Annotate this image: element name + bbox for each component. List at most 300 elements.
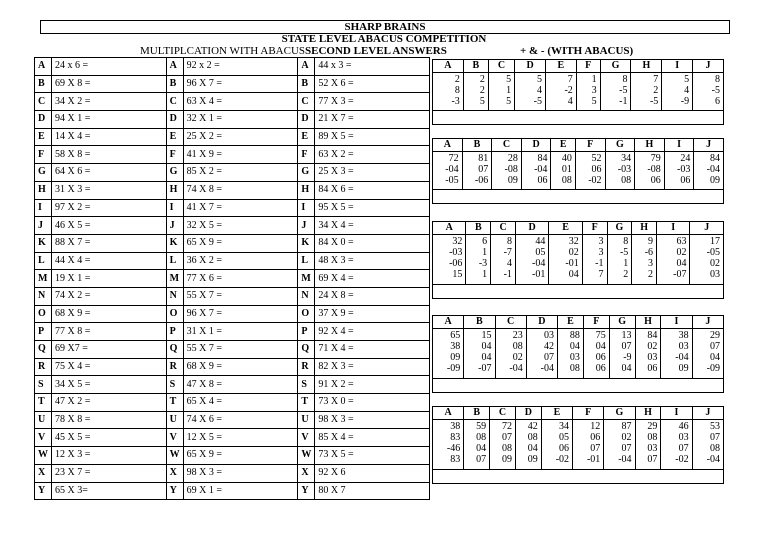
table-row [35, 146, 430, 164]
question-letter: L [166, 252, 183, 270]
answer-value: 1 [506, 85, 512, 96]
answer-value: -2 [564, 85, 573, 96]
answer-column [515, 235, 548, 285]
answer-value: -04 [618, 454, 632, 465]
answer-value: -05 [706, 247, 720, 258]
table-row [35, 464, 430, 482]
answer-value: 40 [561, 153, 572, 164]
question-letter: P [166, 323, 183, 341]
answer-value: 65 [450, 330, 461, 341]
answer-value: -03 [449, 247, 463, 258]
answer-value: 34 [559, 421, 570, 432]
answer-value: 5 [684, 74, 690, 85]
answer-value: 79 [650, 153, 661, 164]
question-cell: 24 X 8 = [315, 287, 430, 305]
question-letter: H [35, 181, 52, 199]
answer-column [541, 420, 572, 470]
question-letter: M [298, 270, 315, 288]
answer-value: 06 [650, 175, 661, 186]
answer-value: -08 [647, 164, 661, 175]
question-letter: N [298, 287, 315, 305]
page-title: SHARP BRAINS [40, 20, 730, 34]
answer-value: 01 [561, 164, 572, 175]
question-letter: P [298, 323, 315, 341]
answer-value: 15 [452, 269, 463, 280]
answer-column [635, 329, 661, 379]
answer-value: -9 [680, 96, 690, 107]
table-row [35, 305, 430, 323]
answer-value: 09 [527, 454, 538, 465]
question-letter: K [35, 234, 52, 252]
column-header: I [661, 316, 692, 329]
question-cell: 96 X 7 = [183, 75, 298, 93]
table-row [35, 93, 430, 111]
answer-value: 06 [559, 443, 570, 454]
question-letter: Y [35, 482, 52, 500]
answer-blank-row [433, 285, 724, 299]
question-cell: 63 X 4 = [183, 93, 298, 111]
question-cell: 98 X 3 = [183, 464, 298, 482]
question-cell: 31 X 3 = [52, 181, 167, 199]
answer-column [692, 420, 723, 470]
answer-value: 4 [567, 96, 573, 107]
answer-value: -02 [588, 175, 602, 186]
question-letter: C [35, 93, 52, 111]
question-letter: I [35, 199, 52, 217]
answer-value: 1 [591, 74, 597, 85]
answer-value: 2 [479, 74, 485, 85]
answer-value: 32 [452, 236, 463, 247]
column-header: G [609, 316, 635, 329]
column-header: B [464, 316, 495, 329]
question-cell: 48 X 3 = [315, 252, 430, 270]
question-cell: 77 X 6 = [183, 270, 298, 288]
answer-column [433, 235, 466, 285]
question-letter: Y [298, 482, 315, 500]
answer-column [661, 420, 692, 470]
answer-column [573, 420, 604, 470]
answer-value: -1 [503, 269, 512, 280]
question-cell: 91 X 2 = [315, 376, 430, 394]
column-header: B [464, 407, 490, 420]
question-cell: 34 X 2 = [52, 93, 167, 111]
question-letter: D [166, 111, 183, 129]
question-letter: S [298, 376, 315, 394]
answer-column [490, 420, 516, 470]
table-row [35, 58, 430, 76]
question-letter: G [166, 164, 183, 182]
answer-value: 8 [454, 85, 460, 96]
table-row [35, 128, 430, 146]
question-cell: 92 x 2 = [183, 58, 298, 76]
question-letter: L [35, 252, 52, 270]
answer-value: 5 [536, 74, 542, 85]
column-header: H [635, 316, 661, 329]
answer-value: 07 [678, 443, 689, 454]
answer-column [433, 329, 464, 379]
question-cell: 46 X 5 = [52, 217, 167, 235]
answer-value: -5 [619, 247, 629, 258]
answer-column [661, 329, 692, 379]
answer-value: -04 [445, 164, 459, 175]
table-row [35, 376, 430, 394]
answer-value: 06 [595, 363, 606, 374]
question-cell: 92 X 4 = [315, 323, 430, 341]
answer-column [551, 152, 575, 190]
answer-value: 59 [476, 421, 487, 432]
answer-value: 07 [621, 443, 632, 454]
table-row [35, 164, 430, 182]
column-header: B [463, 60, 488, 73]
answer-value: 08 [527, 432, 538, 443]
question-letter: Y [166, 482, 183, 500]
answer-value: 08 [569, 363, 580, 374]
question-letter: E [35, 128, 52, 146]
column-header: J [693, 60, 724, 73]
answer-value: 08 [710, 443, 720, 454]
answer-column [515, 73, 546, 111]
answer-value: -7 [503, 247, 512, 258]
question-letter: Q [298, 341, 315, 359]
answer-value: 87 [621, 421, 632, 432]
column-header: G [604, 407, 635, 420]
answer-value: 03 [710, 269, 720, 280]
column-header: J [694, 139, 724, 152]
answer-value: 9 [648, 236, 654, 247]
answer-value: 88 [569, 330, 580, 341]
question-letter: C [166, 93, 183, 111]
question-letter: A [35, 58, 52, 76]
answer-value: 1 [623, 258, 629, 269]
answer-value: 75 [595, 330, 606, 341]
answer-value: 3 [598, 236, 604, 247]
answer-value: -02 [555, 454, 570, 465]
answer-value: -9 [623, 352, 632, 363]
answer-value: 07 [710, 341, 720, 352]
answer-value: 04 [569, 341, 580, 352]
question-letter: U [35, 411, 52, 429]
question-letter: K [298, 234, 315, 252]
column-header: G [607, 222, 632, 235]
question-letter: G [35, 164, 52, 182]
answer-value: 02 [647, 341, 658, 352]
question-letter: O [298, 305, 315, 323]
table-row [35, 217, 430, 235]
answer-blank-row [433, 379, 724, 393]
answer-value: -01 [586, 454, 601, 465]
column-header: A [433, 316, 464, 329]
column-header: G [605, 139, 635, 152]
table-row [35, 447, 430, 465]
answer-value: 8 [506, 236, 512, 247]
answer-column [662, 73, 693, 111]
column-header: A [433, 139, 463, 152]
answer-value: 06 [537, 175, 548, 186]
question-letter: T [35, 394, 52, 412]
answer-value: 8 [622, 74, 628, 85]
question-letter: V [166, 429, 183, 447]
column-header: H [635, 139, 665, 152]
question-cell: 96 X 7 = [183, 305, 298, 323]
answer-value: -04 [706, 164, 720, 175]
answer-column [515, 420, 541, 470]
column-header: E [549, 222, 582, 235]
answer-column [693, 73, 724, 111]
answer-value: 07 [621, 341, 632, 352]
table-row [35, 482, 430, 500]
answer-value: 83 [450, 432, 461, 443]
answer-value: 28 [507, 153, 518, 164]
answer-value: 29 [710, 330, 720, 341]
multiplication-heading: MULTIPLCATION WITH ABACUS [140, 45, 306, 57]
table-row [35, 234, 430, 252]
answer-value: 05 [559, 432, 570, 443]
answer-value: -46 [446, 443, 461, 454]
answer-value: 04 [476, 443, 487, 454]
answer-value: 8 [623, 236, 629, 247]
question-letter: F [166, 146, 183, 164]
question-cell: 74 X 2 = [52, 287, 167, 305]
answer-value: -04 [509, 363, 523, 374]
answer-value: 04 [595, 341, 606, 352]
answer-column [583, 329, 609, 379]
question-cell: 47 X 2 = [52, 394, 167, 412]
answer-column [635, 420, 661, 470]
answer-column [631, 73, 662, 111]
question-letter: R [166, 358, 183, 376]
answer-value: 02 [512, 352, 523, 363]
answer-value: 09 [710, 175, 720, 186]
column-header: A [433, 222, 466, 235]
answer-column [692, 329, 723, 379]
question-cell: 65 X 3= [52, 482, 167, 500]
question-letter: S [166, 376, 183, 394]
answer-value: 03 [647, 443, 658, 454]
answer-value: -01 [532, 269, 546, 280]
question-letter: N [35, 287, 52, 305]
answer-value: -04 [706, 454, 720, 465]
answer-column [609, 329, 635, 379]
question-letter: I [166, 199, 183, 217]
question-cell: 68 X 9 = [52, 305, 167, 323]
answer-value: 29 [647, 421, 658, 432]
answer-value: 38 [450, 341, 461, 352]
answer-value: 08 [476, 432, 487, 443]
question-cell: 69 X 4 = [315, 270, 430, 288]
answer-value: 84 [537, 153, 548, 164]
answer-column [495, 329, 526, 379]
question-cell: 44 x 3 = [315, 58, 430, 76]
question-cell: 69 X7 = [52, 341, 167, 359]
answer-value: 02 [676, 247, 687, 258]
answer-value: 04 [710, 352, 720, 363]
question-cell: 97 X 2 = [52, 199, 167, 217]
answer-value: 2 [479, 85, 485, 96]
column-header: B [466, 222, 491, 235]
answer-value: 53 [710, 421, 720, 432]
answer-value: -05 [445, 175, 459, 186]
answer-column [545, 73, 576, 111]
column-header: F [582, 222, 607, 235]
answer-column [605, 152, 635, 190]
answer-value: 1 [482, 247, 488, 258]
answer-value: 02 [710, 258, 720, 269]
answer-value: 08 [512, 341, 523, 352]
column-header: J [692, 407, 723, 420]
answer-value: 2 [623, 269, 629, 280]
column-header: C [488, 60, 514, 73]
column-header: C [491, 222, 516, 235]
answer-value: 07 [544, 352, 554, 363]
column-header: E [551, 139, 575, 152]
question-cell: 31 X 1 = [183, 323, 298, 341]
answer-value: 7 [598, 269, 604, 280]
answer-column [462, 152, 492, 190]
answer-value: 06 [590, 432, 601, 443]
answer-block [432, 315, 724, 393]
question-letter: Q [35, 341, 52, 359]
answer-column [463, 73, 488, 111]
question-letter: X [298, 464, 315, 482]
question-letter: L [298, 252, 315, 270]
answer-column [635, 152, 665, 190]
answer-value: 07 [710, 432, 720, 443]
answer-value: 24 [680, 153, 691, 164]
question-cell: 69 X 8 = [52, 75, 167, 93]
table-row [35, 252, 430, 270]
question-cell: 41 X 9 = [183, 146, 298, 164]
question-cell: 32 X 5 = [183, 217, 298, 235]
question-letter: D [298, 111, 315, 129]
answer-value: -08 [504, 164, 518, 175]
answer-value: -1 [619, 96, 628, 107]
section-heading [140, 45, 447, 57]
answer-value: 4 [506, 258, 512, 269]
answer-value: -5 [711, 85, 720, 96]
question-letter: X [166, 464, 183, 482]
table-row [35, 75, 430, 93]
answer-value: 07 [476, 454, 487, 465]
question-cell: 32 X 1 = [183, 111, 298, 129]
answer-value: -1 [595, 258, 604, 269]
question-letter: A [166, 58, 183, 76]
answer-column [433, 73, 464, 111]
question-cell: 94 X 1 = [52, 111, 167, 129]
column-header: D [526, 316, 557, 329]
answer-value: 3 [598, 247, 604, 258]
answer-column [575, 152, 605, 190]
answer-value: 44 [535, 236, 546, 247]
question-letter: E [298, 128, 315, 146]
answer-column [694, 152, 724, 190]
column-header: I [664, 139, 694, 152]
question-letter: B [35, 75, 52, 93]
question-letter: A [298, 58, 315, 76]
answer-block [432, 221, 724, 299]
table-row [35, 394, 430, 412]
question-cell: 52 X 6 = [315, 75, 430, 93]
answer-value: 42 [527, 421, 538, 432]
answer-column [690, 235, 724, 285]
answer-value: 2 [653, 85, 659, 96]
column-header: D [515, 407, 541, 420]
answer-value: 04 [621, 363, 632, 374]
question-letter: S [35, 376, 52, 394]
answer-block [432, 138, 724, 204]
question-cell: 85 X 2 = [183, 164, 298, 182]
question-cell: 36 X 2 = [183, 252, 298, 270]
question-cell: 24 x 6 = [52, 58, 167, 76]
question-letter: W [298, 447, 315, 465]
question-letter: M [35, 270, 52, 288]
question-cell: 55 X 7 = [183, 341, 298, 359]
question-letter: H [166, 181, 183, 199]
question-letter: W [35, 447, 52, 465]
question-cell: 95 X 5 = [315, 199, 430, 217]
question-letter: V [35, 429, 52, 447]
column-header: A [433, 407, 464, 420]
question-cell: 55 X 7 = [183, 287, 298, 305]
answer-value: 04 [481, 352, 492, 363]
answer-value: 06 [680, 175, 691, 186]
question-cell: 37 X 9 = [315, 305, 430, 323]
answer-blank-row [433, 111, 724, 125]
table-row [35, 270, 430, 288]
question-cell: 34 X 5 = [52, 376, 167, 394]
question-cell: 65 X 9 = [183, 234, 298, 252]
answer-column [657, 235, 690, 285]
answer-column [607, 235, 632, 285]
question-cell: 68 X 9 = [183, 358, 298, 376]
question-cell: 25 X 2 = [183, 128, 298, 146]
question-letter: P [35, 323, 52, 341]
question-cell: 73 X 0 = [315, 394, 430, 412]
column-header: C [490, 407, 516, 420]
answer-value: 06 [647, 363, 658, 374]
answer-value: 42 [544, 341, 554, 352]
answer-value: 04 [568, 269, 579, 280]
answer-value: -04 [540, 363, 554, 374]
competition-subtitle: STATE LEVEL ABACUS COMPETITION [281, 33, 487, 45]
question-cell: 23 X 7 = [52, 464, 167, 482]
answer-column [604, 420, 635, 470]
column-header: F [575, 139, 605, 152]
column-header: F [583, 316, 609, 329]
question-letter: K [166, 234, 183, 252]
answer-column [464, 329, 495, 379]
question-cell: 77 X 8 = [52, 323, 167, 341]
answer-value: 23 [512, 330, 523, 341]
answer-value: 3 [591, 85, 597, 96]
question-cell: 21 X 7 = [315, 111, 430, 129]
answer-value: -3 [451, 96, 460, 107]
question-letter: M [166, 270, 183, 288]
answer-value: 38 [450, 421, 461, 432]
answer-value: 6 [715, 96, 720, 107]
answer-value: 52 [591, 153, 602, 164]
answer-value: 12 [590, 421, 601, 432]
question-letter: D [35, 111, 52, 129]
answer-value: 03 [678, 432, 689, 443]
answer-column [521, 152, 551, 190]
question-cell: 75 X 4 = [52, 358, 167, 376]
answer-value: 02 [568, 247, 579, 258]
question-cell: 63 X 2 = [315, 146, 430, 164]
question-cell: 65 X 4 = [183, 394, 298, 412]
answer-column [664, 152, 694, 190]
question-letter: H [298, 181, 315, 199]
question-letter: I [298, 199, 315, 217]
